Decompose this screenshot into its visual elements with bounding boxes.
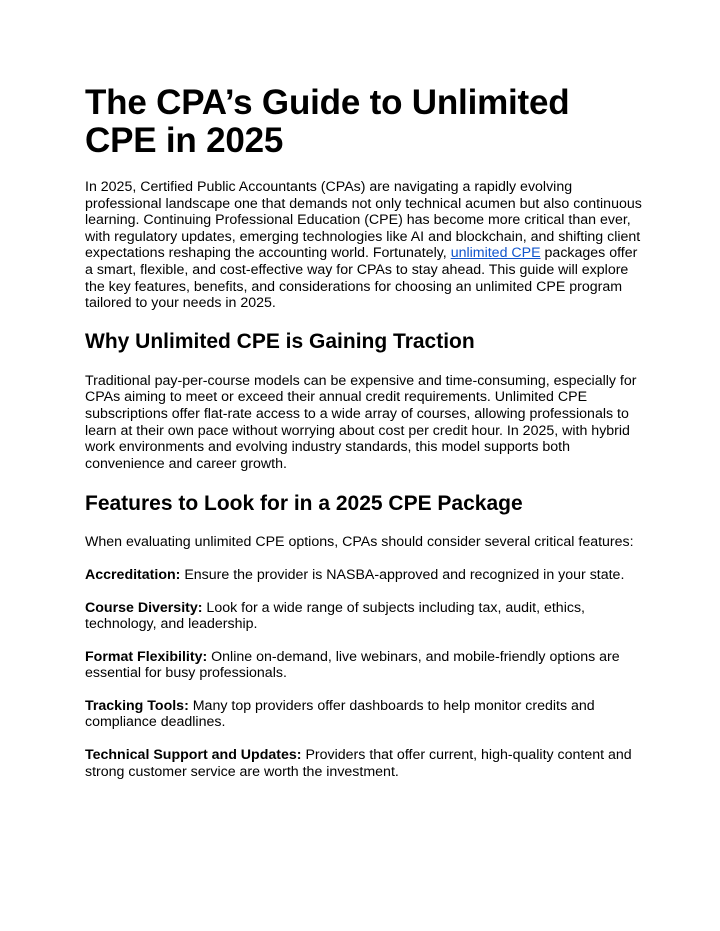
document-page <box>85 84 645 780</box>
feature-label: Tracking Tools: <box>85 697 189 714</box>
intro-paragraph <box>85 179 645 312</box>
features-intro-paragraph: When evaluating unlimited CPE options, CPAs should consider several critical features: <box>85 534 634 551</box>
feature-label: Technical Support and Updates: <box>85 747 302 764</box>
feature-accreditation <box>85 567 645 584</box>
unlimited-cpe-link[interactable]: unlimited CPE <box>450 245 541 262</box>
intro-text-before-link: In 2025, Certified Public Accountants (CPAs) are navigating a rapidly evolving professional landscape one that demands not only technical acumen but also continuous learning. Continuing Professional Education (CPE) has become more critical than ever, with regulatory updates, emerging technologies like AI and blockchain, and shifting client expectations reshaping the accounting world. Fortunately, <box>85 179 642 262</box>
feature-text: Online on-demand, live webinars, and mobile-friendly options are essential for busy professionals. <box>85 648 620 682</box>
why-section-heading: Why Unlimited CPE is Gaining Traction <box>85 329 475 353</box>
feature-label: Course Diversity: <box>85 599 203 616</box>
intro-text-after-link: packages offer a smart, flexible, and cost-effective way for CPAs to stay ahead. This guide will explore the key features, benefits, and considerations for choosing an unlimited CPE program tailored to your needs in 2025. <box>85 245 638 312</box>
feature-label: Accreditation: <box>85 566 181 583</box>
why-section-paragraph: Traditional pay-per-course models can be expensive and time-consuming, especially for CPAs aiming to meet or exceed their annual credit requirements. Unlimited CPE subscriptions offer flat-rate access to a wide array of courses, allowing professionals to learn at their own pace without worrying about cost per credit hour. In 2025, with hybrid work environments and evolving industry standards, this model supports both convenience and career growth. <box>85 372 637 472</box>
document-title: The CPA’s Guide to Unlimited CPE in 2025 <box>85 83 570 160</box>
feature-technical-support <box>85 747 645 780</box>
features-section-heading: Features to Look for in a 2025 CPE Package <box>85 492 523 516</box>
feature-format-flexibility <box>85 649 645 682</box>
feature-tracking-tools <box>85 698 645 731</box>
feature-text: Providers that offer current, high-quality content and strong customer service are worth the investment. <box>85 747 632 780</box>
feature-label: Format Flexibility: <box>85 648 208 665</box>
feature-course-diversity <box>85 600 645 633</box>
feature-text: Look for a wide range of subjects including tax, audit, ethics, technology, and leadership. <box>85 599 585 633</box>
feature-text: Ensure the provider is NASBA-approved and recognized in your state. <box>180 566 625 583</box>
feature-text: Many top providers offer dashboards to help monitor credits and compliance deadlines. <box>85 697 595 731</box>
